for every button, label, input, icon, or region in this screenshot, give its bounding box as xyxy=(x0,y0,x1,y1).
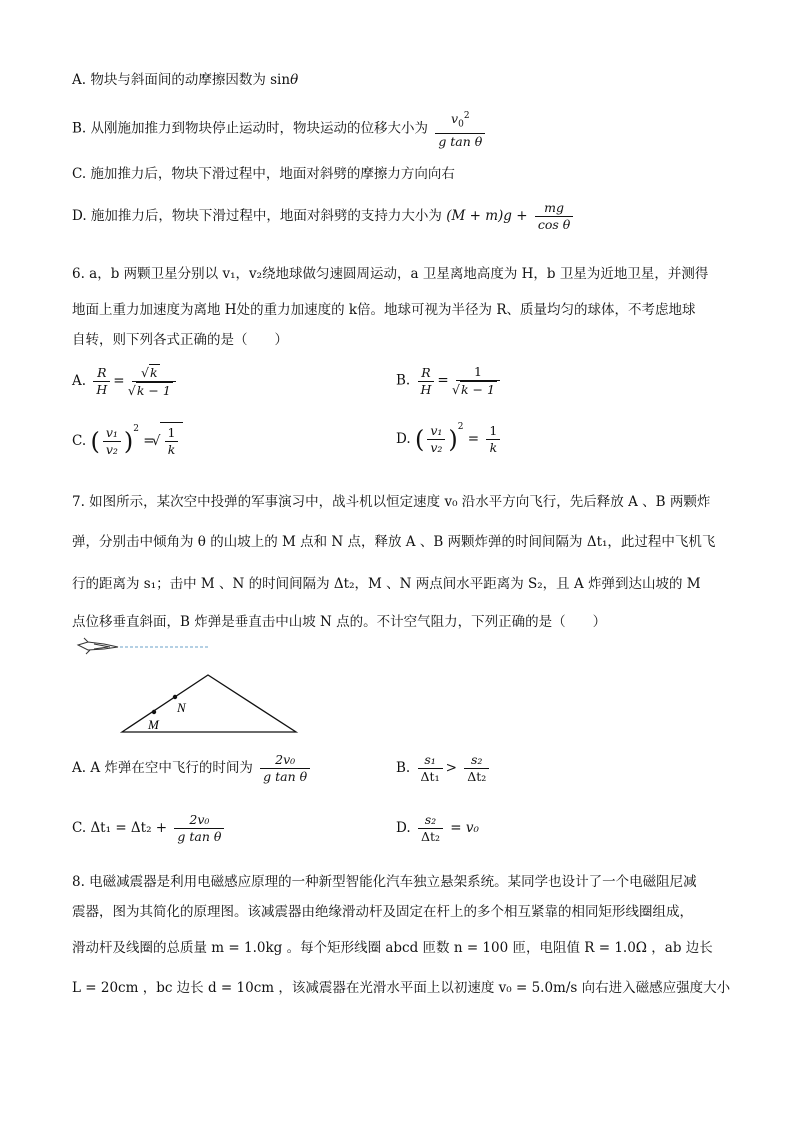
q7-option-b: B. $\frac{\text{s₁}}{\text{Δt₁}}$ > $\frac{\text{s₂}}{\text{Δt₂}}$ xyxy=(396,752,492,785)
q7-stem-line2: 弹，分别击中倾角为 θ 的山坡上的 M 点和 N 点，释放 A 、B 两颗炸弹的时间间隔为 Δt₁，此过程中飞机飞 xyxy=(72,534,716,550)
q6-option-b: B. $\frac{R}{H}$ = 1 √ k − 1 xyxy=(396,364,503,398)
q5-option-c-text: C. 施加推力后，物块下滑过程中，地面对斜劈的摩擦力方向向右 xyxy=(72,166,455,182)
q5-option-a-theta: θ xyxy=(290,72,299,88)
q8-stem-line3: 滑动杆及线圈的总质量 m = 1.0kg 。每个矩形线圈 abcd 匝数 n = 100 匝，电阻值 R = 1.0Ω ，ab 边长 xyxy=(72,940,713,956)
q6-option-a: A. $\frac{R}{H}$ = √ k √ k − 1 xyxy=(72,364,179,399)
q5-option-a xyxy=(72,68,298,88)
q7-stem-line3: 行的距离为 s₁；击中 M 、N 的时间间隔为 Δt₂，M 、N 两点间水平距离为 S₂，且 A 炸弹到达山坡的 M xyxy=(72,576,701,592)
point-m-dot xyxy=(152,710,156,714)
q5-option-a-text: A. 物块与斜面间的动摩擦因数为 sin xyxy=(72,72,291,88)
q6-stem-line3: 自转，则下列各式正确的是（ ） xyxy=(72,332,288,348)
point-n-dot xyxy=(173,695,177,699)
q5-option-b-text: B. 从刚施加推力到物块停止运动时，物块运动的位移大小为 xyxy=(72,120,429,137)
label-m: M xyxy=(148,717,159,732)
fighter-jet-icon xyxy=(78,638,118,654)
q8-stem-line1: 8. 电磁减震器是利用电磁感应原理的一种新型智能化汽车独立悬架系统。某同学也设计了一个电磁阻尼减 xyxy=(72,874,697,890)
q7-option-c: C. Δt₁ = Δt₂ + $\frac{\text{2v₀}}{\text{g tan θ}}$ xyxy=(72,812,227,845)
q7-stem-line1: 7. 如图所示，某次空中投弹的军事演习中，战斗机以恒定速度 v₀ 沿水平方向飞行，先后释放 A 、B 两颗炸 xyxy=(72,494,711,510)
q5-option-d-fraction: $\frac{mg}{\text{cos θ}}$ xyxy=(535,200,573,233)
q8-stem-line2: 震器，图为其简化的原理图。该减震器由绝缘滑动杆及固定在杆上的多个相互紧靠的相同矩形线圈组成， xyxy=(72,904,693,920)
q5-option-d xyxy=(72,200,576,233)
q7-stem-line4: 点位移垂直斜面，B 炸弹是垂直击中山坡 N 点的。不计空气阻力，下列正确的是（ ） xyxy=(72,614,607,630)
q6-option-c: C. ( $\frac{\text{v₁}}{\text{v₂}}$ )$^2$ = √ $\frac{1}{k}$ xyxy=(72,422,183,458)
q7-figure xyxy=(74,636,314,736)
q5-option-b-fraction: $\frac{v_0^2}{\text{g tan θ}}$ xyxy=(435,108,485,150)
q6-stem-line1: 6. a，b 两颗卫星分别以 v₁，v₂绕地球做匀速圆周运动，a 卫星离地高度为 H，b 卫星为近地卫星，并测得 xyxy=(72,266,709,282)
q8-stem-line4: L = 20cm ，bc 边长 d = 10cm ，该减震器在光滑水平面上以初速度 v₀ = 5.0m/s 向右进入磁感应强度大小 xyxy=(72,980,731,996)
q5-option-d-expr: (M + m)g + xyxy=(446,208,528,224)
q7-option-d: D. $\frac{\text{s₂}}{\text{Δt₂}}$ = v₀ xyxy=(396,812,479,844)
q6-option-d: D. ( $\frac{\text{v₁}}{\text{v₂}}$ )$^2$ = $\frac{1}{k}$ xyxy=(396,422,503,456)
label-n: N xyxy=(177,700,186,715)
q5-option-c xyxy=(72,162,455,182)
q6-stem-line2: 地面上重力加速度为离地 H处的重力加速度的 k倍。地球可视为半径为 R、质量均匀的球体，不考虑地球 xyxy=(72,302,696,318)
q5-option-b xyxy=(72,108,488,150)
q5-option-d-text: D. 施加推力后，物块下滑过程中，地面对斜劈的支持力大小为 xyxy=(72,208,442,224)
q7-option-a: A. A 炸弹在空中飞行的时间为 $\frac{\text{2v₀}}{\text{g tan θ}}$ xyxy=(72,752,313,785)
